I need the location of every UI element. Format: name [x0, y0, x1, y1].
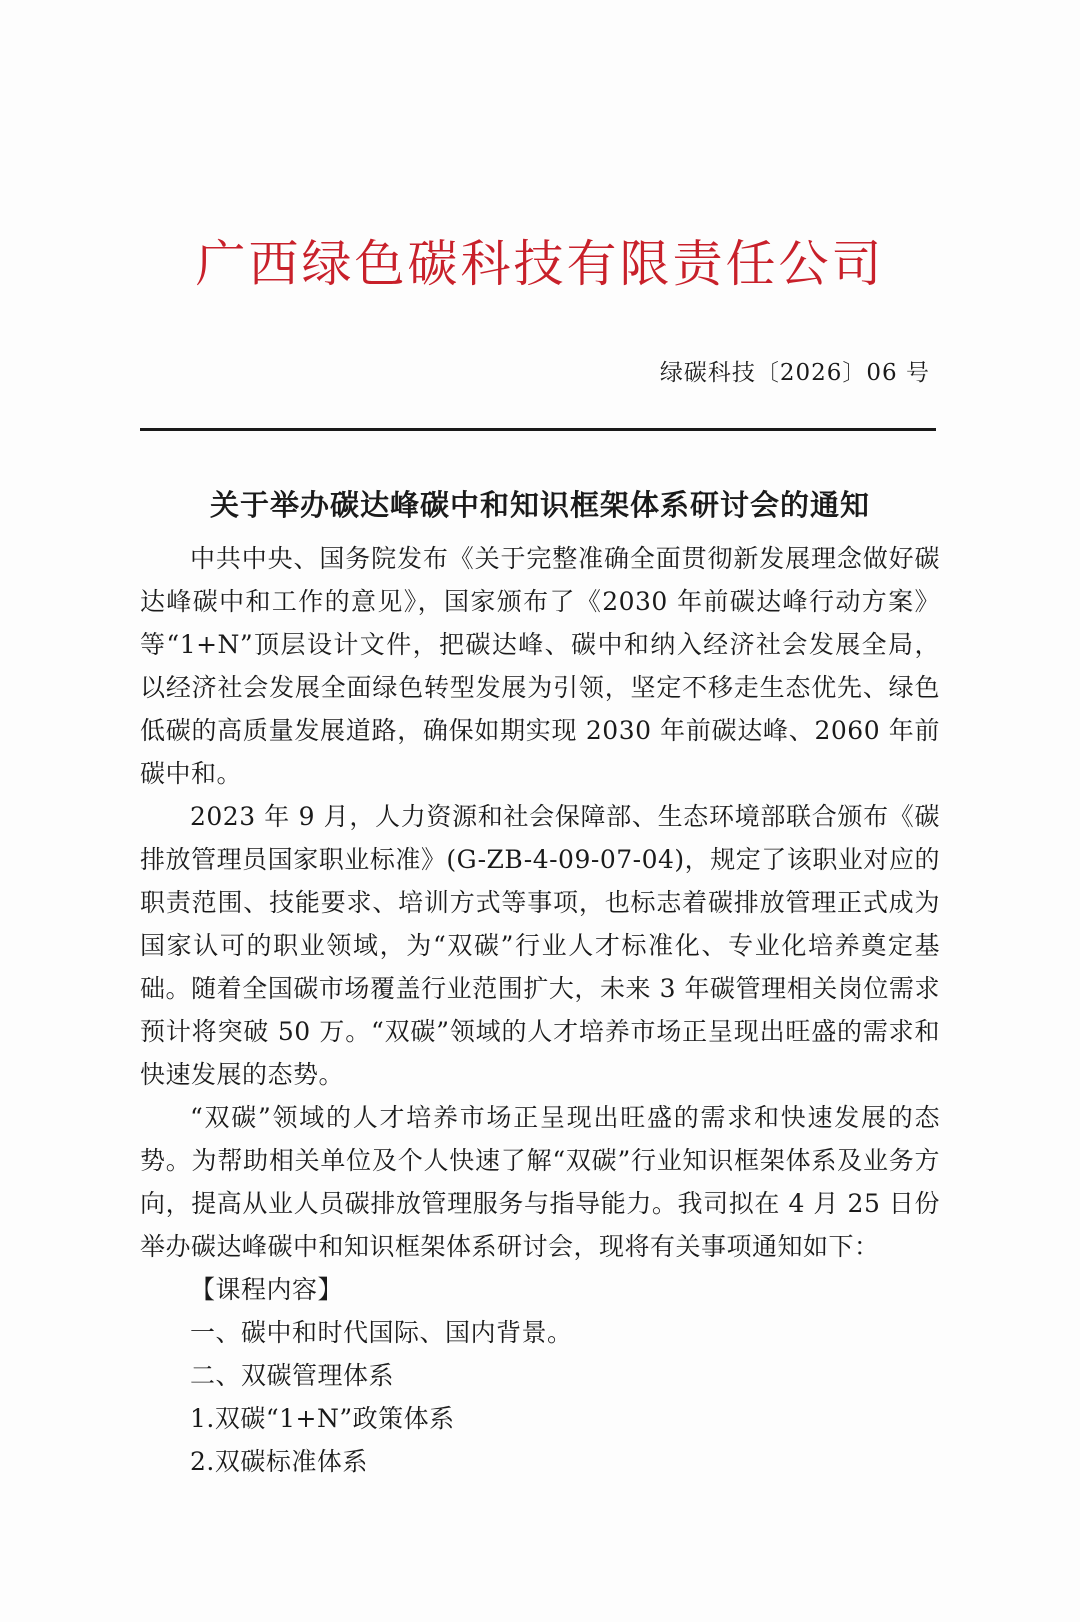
course-item-1: 一、碳中和时代国际、国内背景。: [190, 1318, 573, 1347]
course-heading: 【课程内容】: [190, 1275, 344, 1304]
body-paragraph-3: “双碳”领域的人才培养市场正呈现出旺盛的需求和快速发展的态势。为帮助相关单位及个人快速了解“双碳”行业知识框架体系及业务方向，提高从业人员碳排放管理服务与指导能力。我司拟在 4 月 25 日份举办碳达峰碳中和知识框架体系研讨会，现将有关事项通知如下：: [140, 1103, 940, 1261]
body-paragraph-2: 2023 年 9 月，人力资源和社会保障部、生态环境部联合颁布《碳排放管理员国家职业标准》(G-ZB-4-09-07-04)，规定了该职业对应的职责范围、技能要求、培训方式等事项，也标志着碳排放管理正式成为国家认可的职业领域，为“双碳”行业人才标准化、专业化培养奠定基础。随着全国碳市场覆盖行业范围扩大，未来 3 年碳管理相关岗位需求预计将突破 50 万。“双碳”领域的人才培养市场正呈现出旺盛的需求和快速发展的态势。: [140, 802, 940, 1089]
document-number: 绿碳科技〔2026〕06 号: [659, 360, 930, 386]
header-divider: [140, 428, 936, 431]
body-paragraph-1: 中共中央、国务院发布《关于完整准确全面贯彻新发展理念做好碳达峰碳中和工作的意见》，国家颁布了《2030 年前碳达峰行动方案》等“1+N”顶层设计文件，把碳达峰、碳中和纳入经济社会发展全局，以经济社会发展全面绿色转型发展为引领，坚定不移走生态优先、绿色低碳的高质量发展道路，确保如期实现 2030 年前碳达峰、2060 年前碳中和。: [140, 544, 940, 788]
document-title: 关于举办碳达峰碳中和知识框架体系研讨会的通知: [209, 488, 870, 522]
course-item-4: 2.双碳标准体系: [190, 1447, 368, 1476]
course-item-3: 1.双碳“1+N”政策体系: [190, 1404, 455, 1433]
document-body: [140, 537, 940, 1483]
company-name-heading: 广西绿色碳科技有限责任公司: [195, 235, 885, 293]
course-item-2: 二、双碳管理体系: [190, 1361, 395, 1390]
